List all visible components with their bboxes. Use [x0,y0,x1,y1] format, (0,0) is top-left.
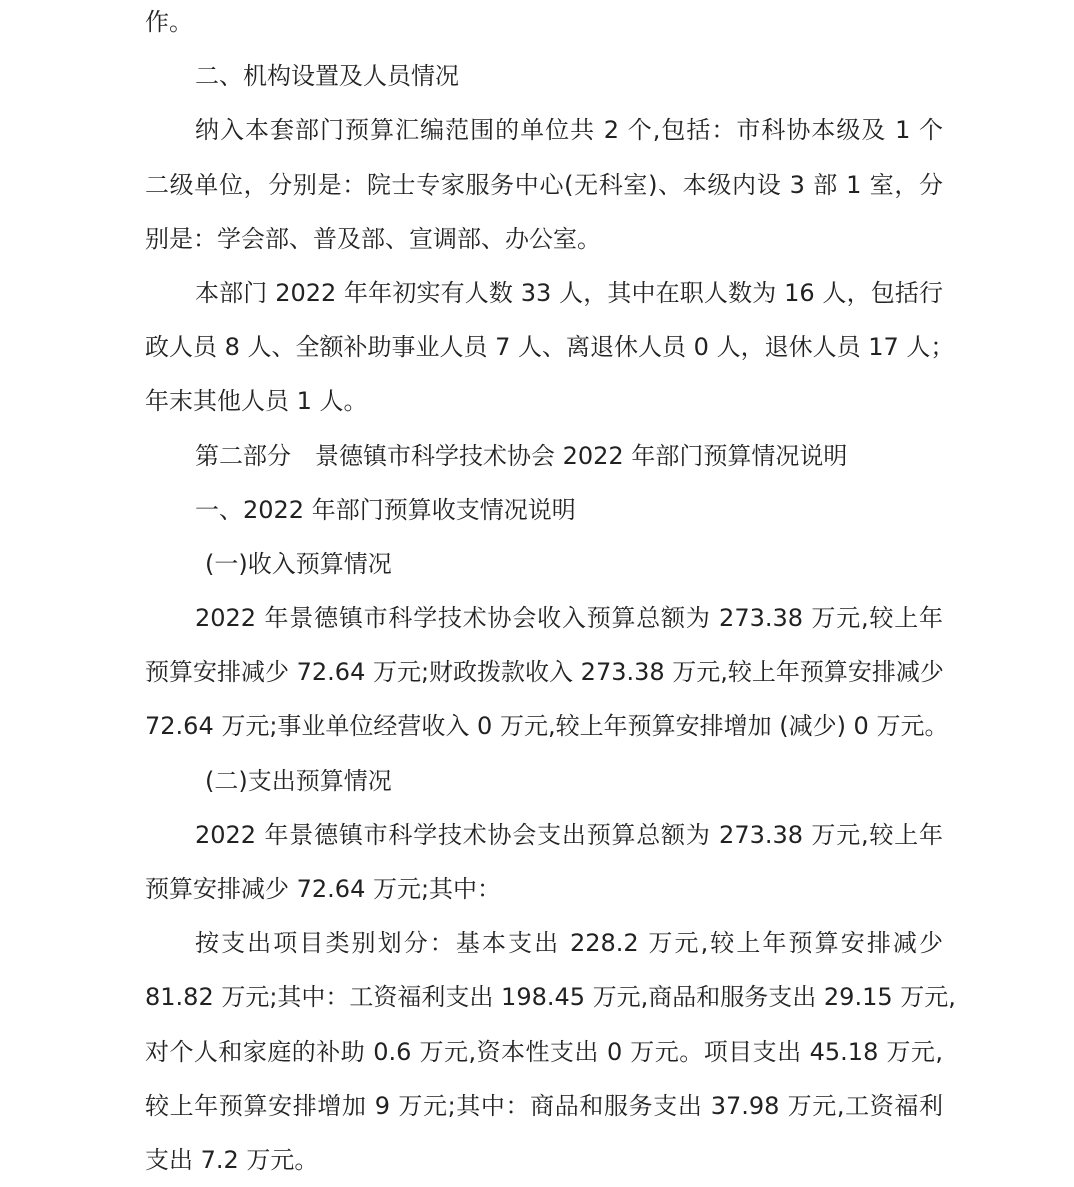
text-line: 81.82 万元;其中：工资福利支出 198.45 万元,商品和服务支出 29.15 万元, [145,983,956,1012]
text-line: 本部门 2022 年年初实有人数 33 人，其中在职人数为 16 人，包括行 [195,278,943,307]
text-line: 支出 7.2 万元。 [145,1145,319,1174]
text-line: 按支出项目类别划分：基本支出 228.2 万元,较上年预算安排减少 [195,929,943,958]
section-heading: 第二部分 景德镇市科学技术协会 2022 年部门预算情况说明 [195,441,848,470]
section-heading: (二)支出预算情况 [205,766,392,795]
section-heading: (一)收入预算情况 [205,549,392,578]
text-line: 纳入本套部门预算汇编范围的单位共 2 个,包括：市科协本级及 1 个 [195,116,943,145]
text-line: 2022 年景德镇市科学技术协会支出预算总额为 273.38 万元,较上年 [195,820,943,849]
text-line: 2022 年景德镇市科学技术协会收入预算总额为 273.38 万元,较上年 [195,604,943,633]
text-line: 作。 [145,8,193,36]
document-page [145,0,956,1187]
text-line: 较上年预算安排增加 9 万元;其中：商品和服务支出 37.98 万元,工资福利 [145,1091,943,1120]
text-line: 对个人和家庭的补助 0.6 万元,资本性支出 0 万元。项目支出 45.18 万元, [145,1037,943,1066]
section-heading: 二、机构设置及人员情况 [195,62,459,91]
text-line: 二级单位，分别是：院士专家服务中心(无科室)、本级内设 3 部 1 室，分 [145,170,943,199]
text-line: 预算安排减少 72.64 万元;财政拨款收入 273.38 万元,较上年预算安排减少 [145,658,944,687]
text-line: 别是：学会部、普及部、宣调部、办公室。 [145,224,601,253]
text-line: 年末其他人员 1 人。 [145,387,368,416]
text-line: 72.64 万元;事业单位经营收入 0 万元,较上年预算安排增加 (减少) 0 万元。 [145,712,949,741]
section-heading: 一、2022 年部门预算收支情况说明 [195,495,576,524]
text-line: 政人员 8 人、全额补助事业人员 7 人、离退休人员 0 人，退休人员 17 人； [145,333,955,362]
text-line: 预算安排减少 72.64 万元;其中： [145,875,502,903]
